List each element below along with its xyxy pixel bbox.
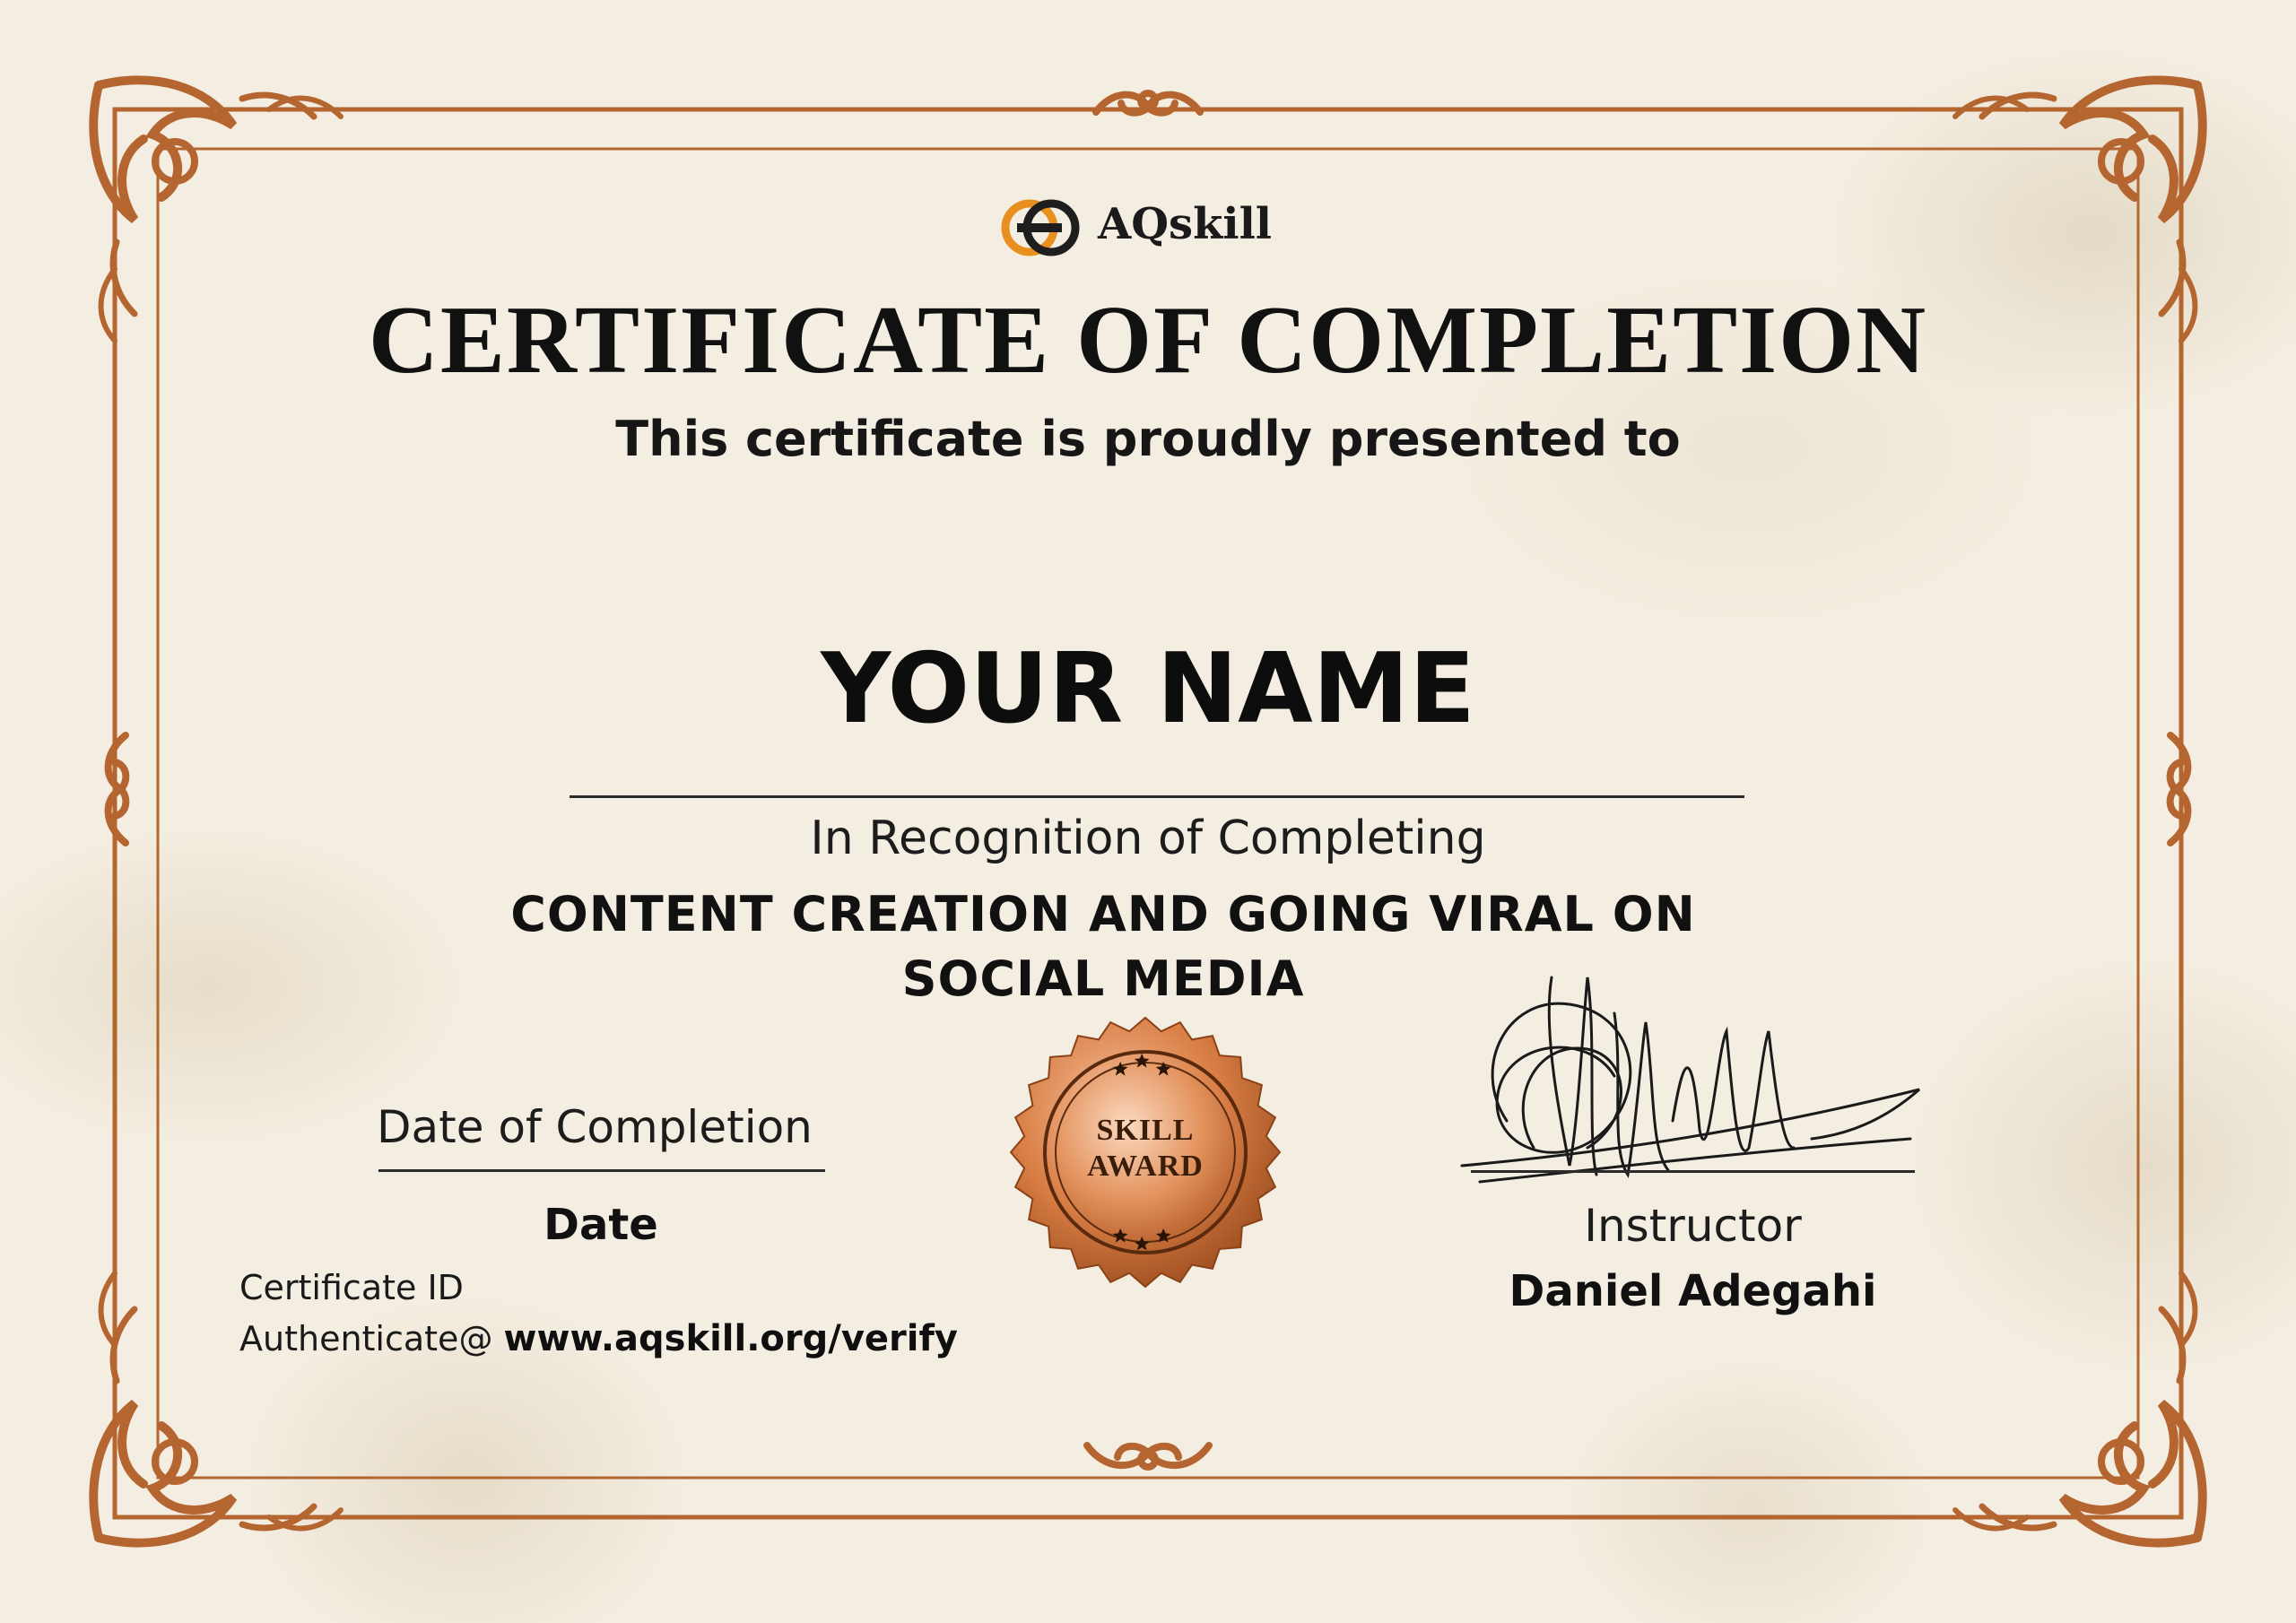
seal-text-line2: AWARD [1087, 1150, 1204, 1183]
brand-name: AQskill [1098, 199, 1273, 249]
seal-text-line1: SKILL [1096, 1114, 1195, 1147]
course-title-line1: CONTENT CREATION AND GOING VIRAL ON [510, 886, 1696, 942]
authenticate-line [239, 1318, 958, 1359]
signature-divider [1471, 1170, 1915, 1173]
corner-flourish-bottom-right [1982, 1309, 2203, 1543]
certificate-id-label: Certificate ID [239, 1268, 464, 1307]
corner-flourish-top-left [93, 80, 314, 314]
instructor-label: Instructor [1584, 1200, 1802, 1252]
brand-logo [997, 195, 1284, 258]
recipient-divider [570, 795, 1744, 798]
verify-link[interactable]: www.aqskill.org/verify [503, 1318, 958, 1359]
certificate-subtitle: This certificate is proudly presented to [615, 411, 1681, 467]
aqskill-logo-icon [997, 195, 1087, 258]
date-value: Date [544, 1200, 658, 1250]
certificate-title: CERTIFICATE OF COMPLETION [368, 287, 1928, 394]
recognition-text: In Recognition of Completing [810, 812, 1486, 865]
bottom-center-ornament [1087, 1445, 1209, 1467]
date-label: Date of Completion [377, 1101, 813, 1153]
authenticate-prefix: Authenticate@ [239, 1319, 504, 1358]
award-seal [1006, 1013, 1284, 1291]
recipient-name: YOUR NAME [821, 633, 1475, 745]
date-divider [378, 1169, 825, 1172]
instructor-name: Daniel Adegahi [1509, 1266, 1877, 1316]
corner-flourish-top-right [1982, 80, 2203, 314]
course-title-line2: SOCIAL MEDIA [901, 950, 1305, 1007]
